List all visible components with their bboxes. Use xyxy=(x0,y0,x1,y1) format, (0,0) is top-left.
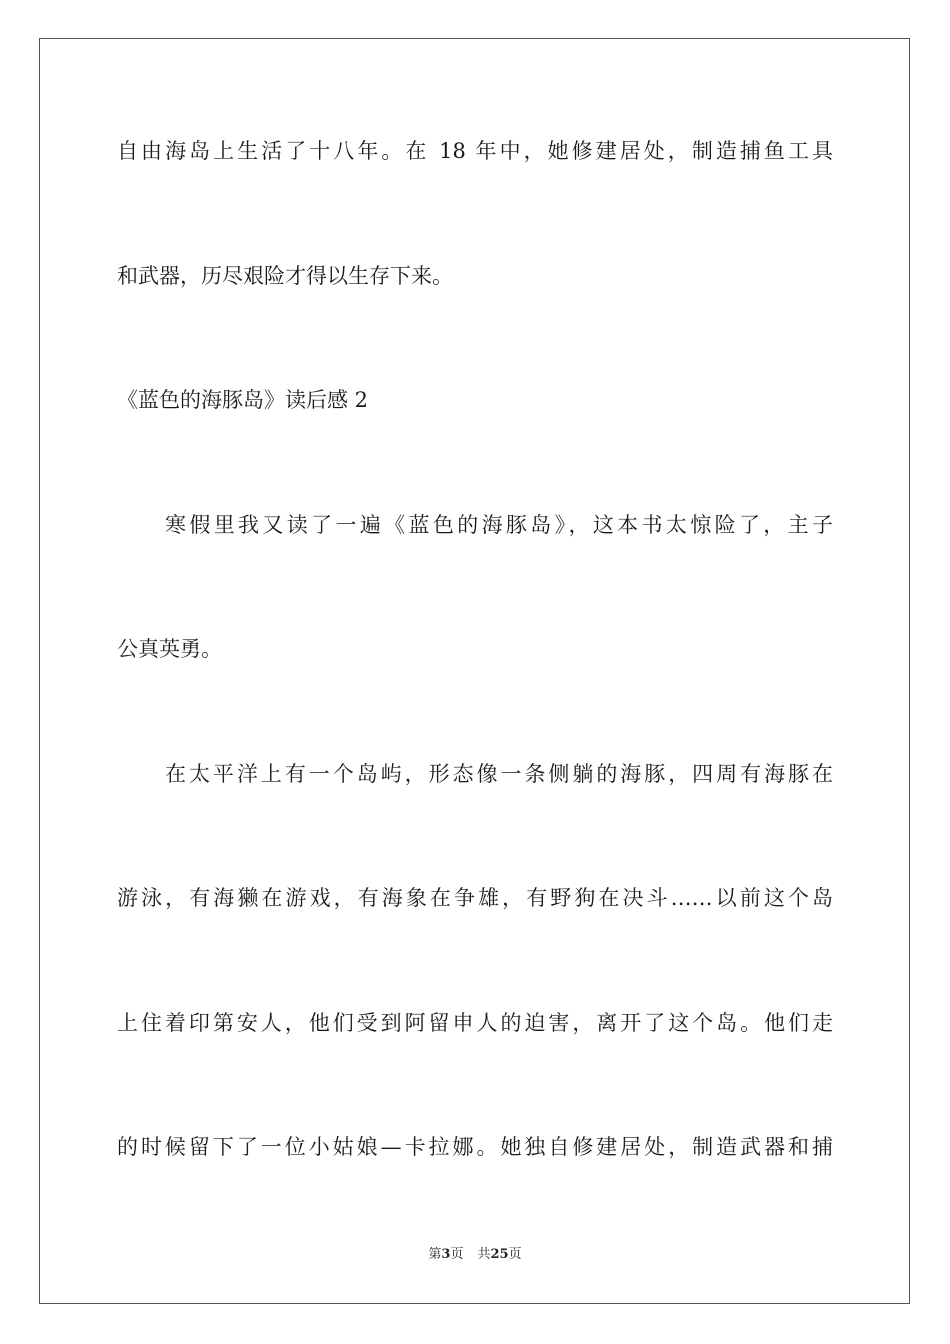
body-text-line: 游泳，有海獭在游戏，有海象在争雄，有野狗在决斗……以前这个岛 xyxy=(117,886,833,910)
body-text-line: 和武器，历尽艰险才得以生存下来。 xyxy=(117,264,453,288)
page-prefix: 第 xyxy=(428,1247,442,1262)
section-heading: 《蓝色的海豚岛》读后感 2 xyxy=(117,388,369,412)
current-page-number: 3 xyxy=(441,1247,451,1262)
page-footer xyxy=(0,1246,950,1264)
page-border xyxy=(39,38,910,1304)
total-suffix: 页 xyxy=(508,1247,522,1262)
total-prefix: 共 xyxy=(477,1247,491,1262)
body-text-line: 公真英勇。 xyxy=(117,637,222,661)
page-suffix: 页 xyxy=(450,1247,464,1262)
paragraph-first-line: 寒假里我又读了一遍《蓝色的海豚岛》，这本书太惊险了，主子 xyxy=(165,513,833,537)
body-text-line: 上住着印第安人，他们受到阿留申人的迫害，离开了这个岛。他们走 xyxy=(117,1011,833,1035)
paragraph-first-line: 在太平洋上有一个岛屿，形态像一条侧躺的海豚，四周有海豚在 xyxy=(165,762,833,786)
body-text-line: 自由海岛上生活了十八年。在 18 年中，她修建居处，制造捕鱼工具 xyxy=(117,139,833,163)
total-page-count: 25 xyxy=(490,1247,509,1262)
body-text-line: 的时候留下了一位小姑娘—卡拉娜。她独自修建居处，制造武器和捕 xyxy=(117,1135,833,1159)
